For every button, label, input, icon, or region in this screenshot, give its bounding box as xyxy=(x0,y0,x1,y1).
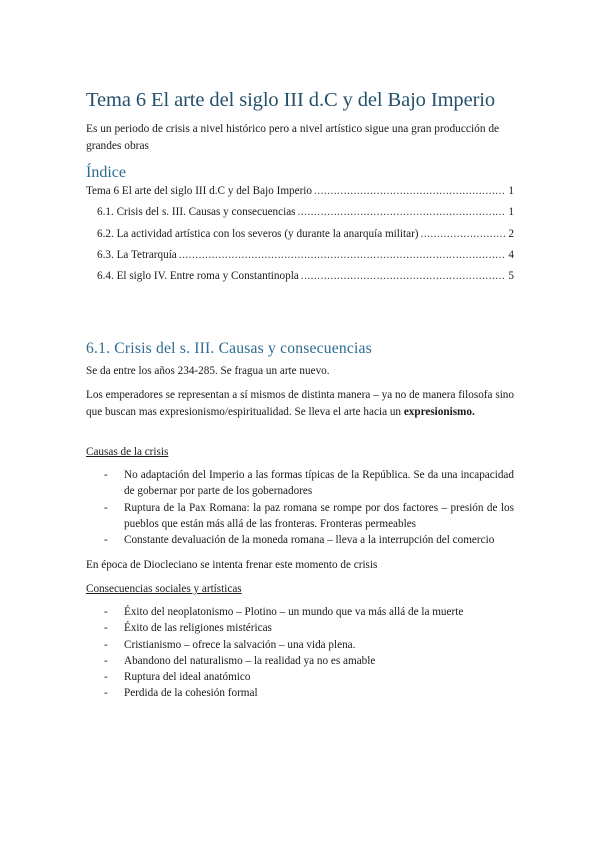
consequences-heading: Consecuencias sociales y artísticas xyxy=(86,583,242,595)
list-bullet: - xyxy=(104,606,108,618)
list-item-text: Cristianismo – ofrece la salvación – una vida plena. xyxy=(124,638,356,651)
paragraph-text: Los emperadores se representan a sí mismos de distinta manera – ya no de manera filosofa sino que buscan mas expresionismo/espiritualidad. Se lleva el arte hacia un xyxy=(86,389,514,418)
list-item xyxy=(86,685,514,701)
toc-entry[interactable] xyxy=(97,270,514,285)
toc-entry-page: 1 xyxy=(508,185,514,197)
list-bullet: - xyxy=(104,534,108,547)
list-item xyxy=(86,500,514,533)
list-item xyxy=(86,637,514,653)
toc-leader-dots xyxy=(314,185,506,197)
list-item-text: Ruptura de la Pax Romana: la paz romana se rompe por dos factores – presión de los pueblos que están más allá de las fronteras. Fronteras permeables xyxy=(124,501,514,530)
list-bullet: - xyxy=(104,638,108,651)
list-item-text: Éxito de las religiones mistéricas xyxy=(124,622,272,635)
toc-entry[interactable] xyxy=(97,206,514,221)
intro-paragraph: Es un periodo de crisis a nivel histórico pero a nivel artístico sigue una gran producción de grandes obras xyxy=(86,123,500,152)
consequences-list xyxy=(86,604,514,702)
index-heading: Índice xyxy=(86,164,126,181)
toc-leader-dots xyxy=(301,270,507,282)
paragraph-bold-term: expresionismo. xyxy=(403,405,475,418)
toc-entry-text: Tema 6 El arte del siglo III d.C y del Bajo Imperio xyxy=(86,185,313,197)
document-title: Tema 6 El arte del siglo III d.C y del Bajo Imperio xyxy=(86,89,496,111)
list-item-text: Ruptura del ideal anatómico xyxy=(124,671,251,684)
toc-entry-text: 6.4. El siglo IV. Entre roma y Constantinopla xyxy=(97,270,299,282)
list-item-text: Éxito del neoplatonismo – Plotino – un mundo que va más allá de la muerte xyxy=(124,606,464,618)
list-bullet: - xyxy=(104,622,108,635)
toc-entry-text: 6.2. La actividad artística con los severos (y durante la anarquía militar) xyxy=(97,228,419,240)
list-item xyxy=(86,467,514,500)
list-item xyxy=(86,620,514,636)
toc-leader-dots xyxy=(298,206,507,218)
list-item xyxy=(86,604,514,620)
list-item-text: Constante devaluación de la moneda romana – lleva a la interrupción del comercio xyxy=(124,534,495,547)
toc-leader-dots xyxy=(179,249,507,261)
toc-entry-page: 5 xyxy=(508,270,514,282)
toc-entry-page: 1 xyxy=(508,206,514,218)
list-bullet: - xyxy=(104,501,108,514)
toc-entry[interactable] xyxy=(97,228,514,243)
section-paragraph-emperors xyxy=(86,387,514,420)
toc-entry-page: 2 xyxy=(508,228,514,240)
list-bullet: - xyxy=(104,687,108,700)
list-bullet: - xyxy=(104,654,108,667)
list-item-text: Abandono del naturalismo – la realidad ya no es amable xyxy=(124,654,376,667)
list-bullet: - xyxy=(104,469,108,481)
causes-list xyxy=(86,467,514,548)
list-item xyxy=(86,669,514,685)
toc-entry-page: 4 xyxy=(508,249,514,261)
section-paragraph-diocletian: En época de Diocleciano se intenta frenar este momento de crisis xyxy=(86,559,378,571)
toc-entry-text: 6.3. La Tetrarquía xyxy=(97,249,177,261)
toc-entry[interactable] xyxy=(97,249,514,264)
list-bullet: - xyxy=(104,671,108,684)
toc-leader-dots xyxy=(421,228,507,240)
toc-entry-text: 6.1. Crisis del s. III. Causas y consecuencias xyxy=(97,206,296,218)
list-item-text: Perdida de la cohesión formal xyxy=(124,687,258,700)
section-heading: 6.1. Crisis del s. III. Causas y consecuencias xyxy=(86,340,372,357)
toc-entry[interactable] xyxy=(86,185,514,200)
list-item xyxy=(86,653,514,669)
list-item xyxy=(86,532,514,548)
section-paragraph-dates: Se da entre los años 234-285. Se fragua un arte nuevo. xyxy=(86,365,330,377)
causes-heading: Causas de la crisis xyxy=(86,446,169,458)
list-item-text: No adaptación del Imperio a las formas típicas de la República. Se da una incapacidad de gobernar por parte de los gobernadores xyxy=(124,469,514,498)
